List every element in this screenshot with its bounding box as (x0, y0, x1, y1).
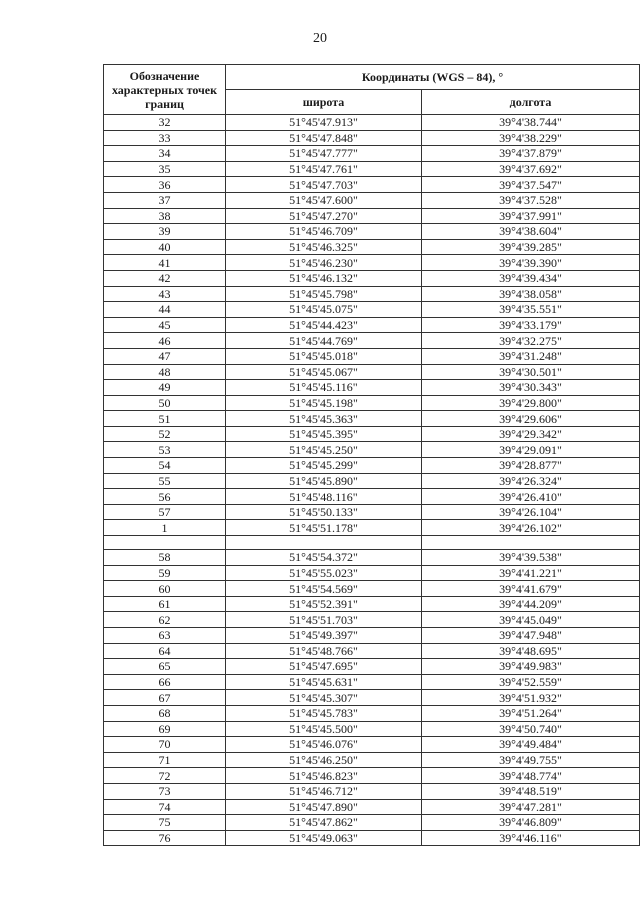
latitude-cell: 51°45'49.063" (226, 830, 422, 846)
point-number-cell: 44 (104, 302, 226, 318)
latitude-cell: 51°45'45.299" (226, 458, 422, 474)
longitude-cell: 39°4'49.983" (422, 659, 640, 675)
table-row (104, 628, 640, 644)
point-number-cell: 66 (104, 674, 226, 690)
table-row (104, 550, 640, 566)
point-number-cell: 52 (104, 426, 226, 442)
point-number-cell: 1 (104, 520, 226, 536)
longitude-cell: 39°4'38.058" (422, 286, 640, 302)
latitude-cell: 51°45'45.307" (226, 690, 422, 706)
latitude-cell: 51°45'52.391" (226, 596, 422, 612)
point-number-cell: 61 (104, 596, 226, 612)
latitude-cell: 51°45'45.631" (226, 674, 422, 690)
point-number-cell: 53 (104, 442, 226, 458)
latitude-cell: 51°45'47.600" (226, 192, 422, 208)
latitude-cell: 51°45'46.230" (226, 255, 422, 271)
point-number-cell: 49 (104, 380, 226, 396)
table-row (104, 783, 640, 799)
point-number-cell: 46 (104, 333, 226, 349)
point-number-cell: 37 (104, 192, 226, 208)
latitude-cell: 51°45'55.023" (226, 565, 422, 581)
table-row (104, 317, 640, 333)
point-number-cell: 51 (104, 411, 226, 427)
table-row (104, 768, 640, 784)
point-number-cell: 39 (104, 224, 226, 240)
latitude-cell: 51°45'45.250" (226, 442, 422, 458)
latitude-cell: 51°45'45.018" (226, 348, 422, 364)
table-row (104, 520, 640, 536)
table-row (104, 286, 640, 302)
longitude-cell: 39°4'37.528" (422, 192, 640, 208)
table-row (104, 270, 640, 286)
point-number-cell: 34 (104, 146, 226, 162)
table-row (104, 815, 640, 831)
table-row (104, 705, 640, 721)
longitude-cell: 39°4'26.102" (422, 520, 640, 536)
point-number-cell: 63 (104, 628, 226, 644)
longitude-cell: 39°4'37.547" (422, 177, 640, 193)
point-number-cell: 72 (104, 768, 226, 784)
table-row (104, 115, 640, 131)
longitude-cell: 39°4'37.879" (422, 146, 640, 162)
longitude-cell: 39°4'39.434" (422, 270, 640, 286)
table-row (104, 473, 640, 489)
latitude-cell: 51°45'45.500" (226, 721, 422, 737)
point-number-cell: 41 (104, 255, 226, 271)
point-number-cell: 40 (104, 239, 226, 255)
longitude-cell: 39°4'29.606" (422, 411, 640, 427)
point-number-cell: 45 (104, 317, 226, 333)
point-number-cell: 60 (104, 581, 226, 597)
table-row (104, 674, 640, 690)
table-row (104, 737, 640, 753)
point-number-cell: 68 (104, 705, 226, 721)
header-latitude: широта (226, 90, 422, 115)
latitude-cell: 51°45'45.798" (226, 286, 422, 302)
longitude-cell: 39°4'46.116" (422, 830, 640, 846)
latitude-cell: 51°45'46.325" (226, 239, 422, 255)
latitude-cell: 51°45'46.709" (226, 224, 422, 240)
latitude-cell: 51°45'49.397" (226, 628, 422, 644)
longitude-cell: 39°4'29.091" (422, 442, 640, 458)
point-number-cell: 36 (104, 177, 226, 193)
table-row (104, 411, 640, 427)
table-row (104, 643, 640, 659)
latitude-cell: 51°45'45.075" (226, 302, 422, 318)
table-row (104, 192, 640, 208)
latitude-cell: 51°45'51.178" (226, 520, 422, 536)
point-number-cell: 70 (104, 737, 226, 753)
latitude-cell: 51°45'45.116" (226, 380, 422, 396)
point-number-cell: 67 (104, 690, 226, 706)
longitude-cell: 39°4'31.248" (422, 348, 640, 364)
longitude-cell: 39°4'29.342" (422, 426, 640, 442)
longitude-cell: 39°4'48.774" (422, 768, 640, 784)
longitude-cell: 39°4'49.484" (422, 737, 640, 753)
longitude-cell: 39°4'35.551" (422, 302, 640, 318)
longitude-cell: 39°4'41.679" (422, 581, 640, 597)
table-row (104, 146, 640, 162)
longitude-cell: 39°4'39.285" (422, 239, 640, 255)
latitude-cell: 51°45'48.116" (226, 489, 422, 505)
latitude-cell: 51°45'47.862" (226, 815, 422, 831)
latitude-cell: 51°45'45.363" (226, 411, 422, 427)
point-number-cell: 32 (104, 115, 226, 131)
table-row (104, 364, 640, 380)
point-number-cell: 76 (104, 830, 226, 846)
point-number-cell: 35 (104, 161, 226, 177)
longitude-cell: 39°4'26.410" (422, 489, 640, 505)
table-row (104, 489, 640, 505)
longitude-cell: 39°4'48.519" (422, 783, 640, 799)
point-number-cell: 42 (104, 270, 226, 286)
latitude-cell: 51°45'46.076" (226, 737, 422, 753)
table-row (104, 721, 640, 737)
latitude-cell: 51°45'45.198" (226, 395, 422, 411)
latitude-cell: 51°45'47.703" (226, 177, 422, 193)
longitude-cell: 39°4'38.604" (422, 224, 640, 240)
latitude-cell: 51°45'46.250" (226, 752, 422, 768)
page-number: 20 (313, 31, 327, 46)
longitude-cell: 39°4'39.390" (422, 255, 640, 271)
header-longitude: долгота (422, 90, 640, 115)
table-row (104, 752, 640, 768)
latitude-cell: 51°45'50.133" (226, 504, 422, 520)
latitude-cell: 51°45'45.783" (226, 705, 422, 721)
point-number-cell: 58 (104, 550, 226, 566)
latitude-cell: 51°45'51.703" (226, 612, 422, 628)
coordinates-table (103, 64, 640, 846)
table-row (104, 130, 640, 146)
table-row (104, 659, 640, 675)
longitude-cell: 39°4'45.049" (422, 612, 640, 628)
longitude-cell: 39°4'26.324" (422, 473, 640, 489)
point-number-cell: 33 (104, 130, 226, 146)
point-number-cell: 74 (104, 799, 226, 815)
latitude-cell: 51°45'47.913" (226, 115, 422, 131)
point-number-cell (104, 536, 226, 550)
table-row (104, 536, 640, 550)
latitude-cell: 51°45'45.395" (226, 426, 422, 442)
table-row (104, 504, 640, 520)
table-row (104, 581, 640, 597)
longitude-cell: 39°4'29.800" (422, 395, 640, 411)
longitude-cell: 39°4'49.755" (422, 752, 640, 768)
latitude-cell: 51°45'54.372" (226, 550, 422, 566)
longitude-cell: 39°4'26.104" (422, 504, 640, 520)
table-row (104, 380, 640, 396)
latitude-cell: 51°45'47.761" (226, 161, 422, 177)
table-row (104, 458, 640, 474)
latitude-cell: 51°45'47.890" (226, 799, 422, 815)
point-number-cell: 59 (104, 565, 226, 581)
longitude-cell: 39°4'37.692" (422, 161, 640, 177)
longitude-cell: 39°4'38.744" (422, 115, 640, 131)
latitude-cell: 51°45'44.769" (226, 333, 422, 349)
latitude-cell: 51°45'47.270" (226, 208, 422, 224)
table-row (104, 161, 640, 177)
table-row (104, 395, 640, 411)
longitude-cell: 39°4'51.932" (422, 690, 640, 706)
table-row (104, 426, 640, 442)
longitude-cell: 39°4'30.501" (422, 364, 640, 380)
point-number-cell: 57 (104, 504, 226, 520)
latitude-cell: 51°45'45.890" (226, 473, 422, 489)
table-row (104, 255, 640, 271)
point-number-cell: 62 (104, 612, 226, 628)
longitude-cell: 39°4'52.559" (422, 674, 640, 690)
table-row (104, 596, 640, 612)
table-row (104, 177, 640, 193)
longitude-cell: 39°4'44.209" (422, 596, 640, 612)
latitude-cell: 51°45'44.423" (226, 317, 422, 333)
point-number-cell: 73 (104, 783, 226, 799)
latitude-cell: 51°45'54.569" (226, 581, 422, 597)
point-number-cell: 48 (104, 364, 226, 380)
longitude-cell: 39°4'33.179" (422, 317, 640, 333)
table-row (104, 442, 640, 458)
latitude-cell (226, 536, 422, 550)
table-body (104, 115, 640, 846)
longitude-cell: 39°4'47.948" (422, 628, 640, 644)
table-row (104, 333, 640, 349)
point-number-cell: 50 (104, 395, 226, 411)
table-row (104, 612, 640, 628)
longitude-cell: 39°4'32.275" (422, 333, 640, 349)
point-number-cell: 55 (104, 473, 226, 489)
latitude-cell: 51°45'48.766" (226, 643, 422, 659)
latitude-cell: 51°45'46.712" (226, 783, 422, 799)
header-designation: Обозначение характерных точек границ (104, 65, 226, 115)
longitude-cell: 39°4'47.281" (422, 799, 640, 815)
point-number-cell: 71 (104, 752, 226, 768)
table-row (104, 302, 640, 318)
longitude-cell: 39°4'30.343" (422, 380, 640, 396)
table-row (104, 690, 640, 706)
longitude-cell: 39°4'41.221" (422, 565, 640, 581)
table-row (104, 348, 640, 364)
latitude-cell: 51°45'45.067" (226, 364, 422, 380)
latitude-cell: 51°45'46.132" (226, 270, 422, 286)
longitude-cell: 39°4'38.229" (422, 130, 640, 146)
longitude-cell: 39°4'28.877" (422, 458, 640, 474)
latitude-cell: 51°45'46.823" (226, 768, 422, 784)
header-coordinates: Координаты (WGS – 84), ° (226, 65, 640, 90)
longitude-cell: 39°4'37.991" (422, 208, 640, 224)
table-row (104, 224, 640, 240)
table-row (104, 565, 640, 581)
longitude-cell: 39°4'50.740" (422, 721, 640, 737)
table-row (104, 239, 640, 255)
point-number-cell: 65 (104, 659, 226, 675)
point-number-cell: 54 (104, 458, 226, 474)
latitude-cell: 51°45'47.777" (226, 146, 422, 162)
point-number-cell: 64 (104, 643, 226, 659)
table-row (104, 830, 640, 846)
longitude-cell: 39°4'39.538" (422, 550, 640, 566)
point-number-cell: 43 (104, 286, 226, 302)
table-row (104, 208, 640, 224)
latitude-cell: 51°45'47.848" (226, 130, 422, 146)
table-row (104, 799, 640, 815)
point-number-cell: 47 (104, 348, 226, 364)
point-number-cell: 38 (104, 208, 226, 224)
longitude-cell: 39°4'48.695" (422, 643, 640, 659)
latitude-cell: 51°45'47.695" (226, 659, 422, 675)
point-number-cell: 75 (104, 815, 226, 831)
longitude-cell: 39°4'46.809" (422, 815, 640, 831)
longitude-cell (422, 536, 640, 550)
point-number-cell: 69 (104, 721, 226, 737)
point-number-cell: 56 (104, 489, 226, 505)
longitude-cell: 39°4'51.264" (422, 705, 640, 721)
